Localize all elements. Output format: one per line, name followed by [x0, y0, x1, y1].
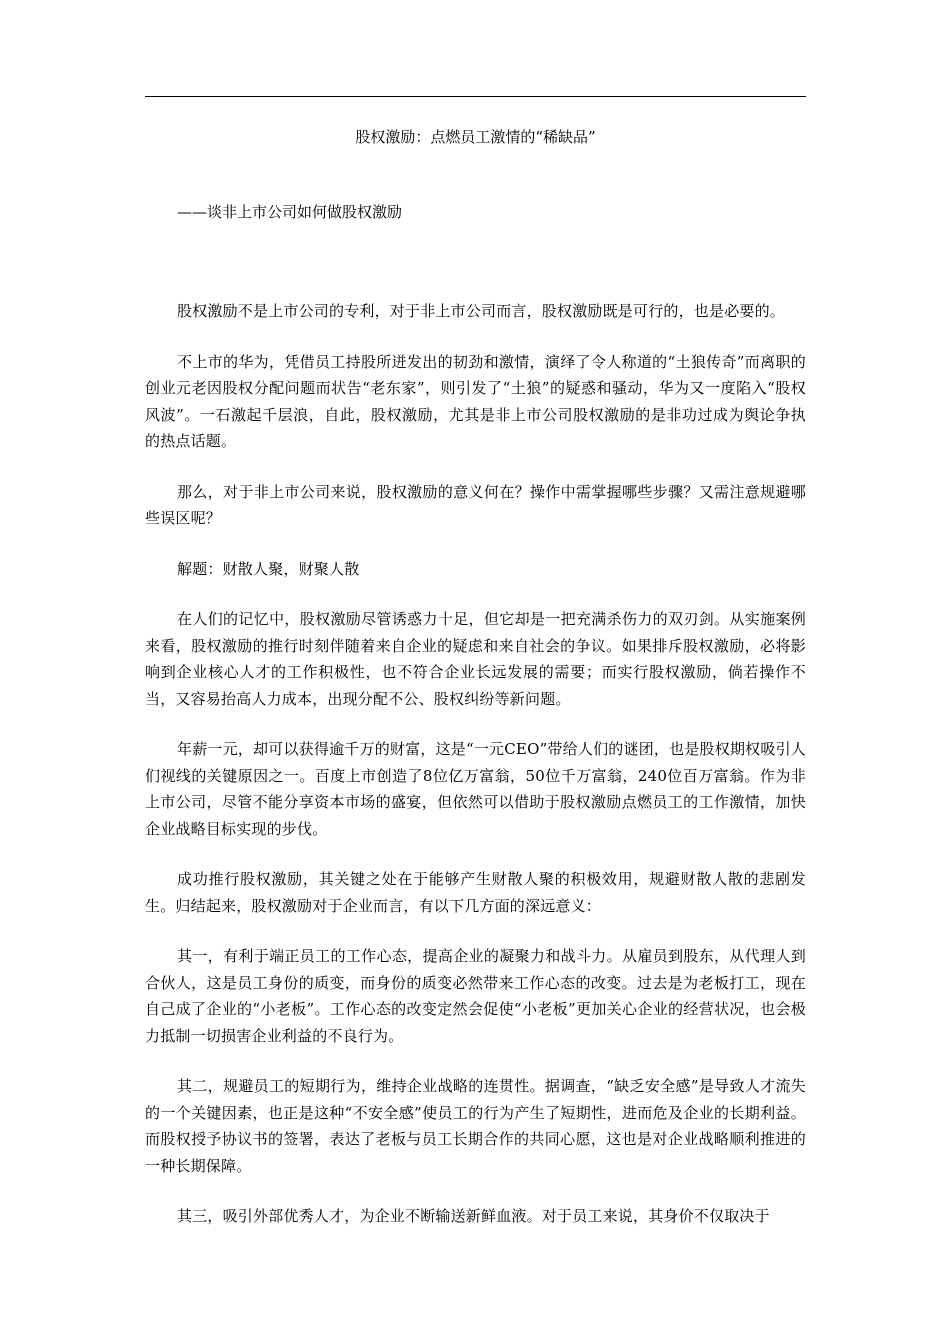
document-title: 股权激励：点燃员工激情的“稀缺品” — [355, 128, 596, 146]
paragraph: 那么，对于非上市公司来说，股权激励的意义何在？操作中需掌握哪些步骤？又需注意规避哪些误区呢？ — [145, 482, 806, 527]
paragraph: 其三，吸引外部优秀人才，为企业不断输送新鲜血液。对于员工来说，其身价不仅取决于 — [177, 1207, 770, 1225]
paragraph: 在人们的记忆中，股权激励尽管诱惑力十足，但它却是一把充满杀伤力的双刃剑。从实施案例来看，股权激励的推行时刻伴随着来自企业的疑虑和来自社会的争议。如果排斥股权激励，必将影响到企业核心人才的工作积极性，也不符合企业长远发展的需要；而实行股权激励，倘若操作不当，又容易抬高人力成本，出现分配不公、股权纠纷等新问题。 — [145, 610, 806, 708]
header-rule — [145, 96, 806, 97]
paragraph: 年薪一元，却可以获得逾千万的财富，这是“一元CEO”带给人们的谜团，也是股权期权吸引人们视线的关键原因之一。百度上市创造了8位亿万富翁，50位千万富翁，240位百万富翁。作为非上市公司，尽管不能分享资本市场的盛宴，但依然可以借助于股权激励点燃员工的工作激情，加快企业战略目标实现的步伐。 — [145, 740, 806, 838]
section-heading: 解题：财散人聚，财聚人散 — [177, 559, 360, 578]
paragraph: 成功推行股权激励，其关键之处在于能够产生财散人聚的积极效用，规避财散人散的悲剧发生。归结起来，股权激励对于企业而言，有以下几方面的深远意义： — [145, 870, 806, 915]
paragraph: 其二，规避员工的短期行为，维持企业战略的连贯性。据调查，“缺乏安全感”是导致人才流失的一个关键因素，也正是这种“不安全感”使员工的行为产生了短期性，进而危及企业的长期利益。而股权授予协议书的签署，表达了老板与员工长期合作的共同心愿，这也是对企业战略顺利推进的一种长期保障。 — [145, 1077, 806, 1175]
paragraph: 股权激励不是上市公司的专利，对于非上市公司而言，股权激励既是可行的，也是必要的。 — [177, 302, 786, 320]
paragraph: 不上市的华为，凭借员工持股所迸发出的韧劲和激情，演绎了令人称道的“土狼传奇”而离职的创业元老因股权分配问题而状告“老东家”，则引发了“土狼”的疑惑和骚动，华为又一度陷入“股权风波”。一石激起千层浪，自此，股权激励，尤其是非上市公司股权激励的是非功过成为舆论争执的热点话题。 — [145, 352, 806, 450]
document-body — [145, 298, 806, 1254]
document-subtitle: ——谈非上市公司如何做股权激励 — [177, 203, 403, 221]
paragraph: 其一，有利于端正员工的工作心态，提高企业的凝聚力和战斗力。从雇员到股东，从代理人到合伙人，这是员工身份的质变，而身份的质变必然带来工作心态的改变。过去是为老板打工，现在自己成了企业的“小老板”。工作心态的改变定然会促使“小老板”更加关心企业的经营状况，也会极力抵制一切损害企业利益的不良行为。 — [145, 947, 806, 1045]
